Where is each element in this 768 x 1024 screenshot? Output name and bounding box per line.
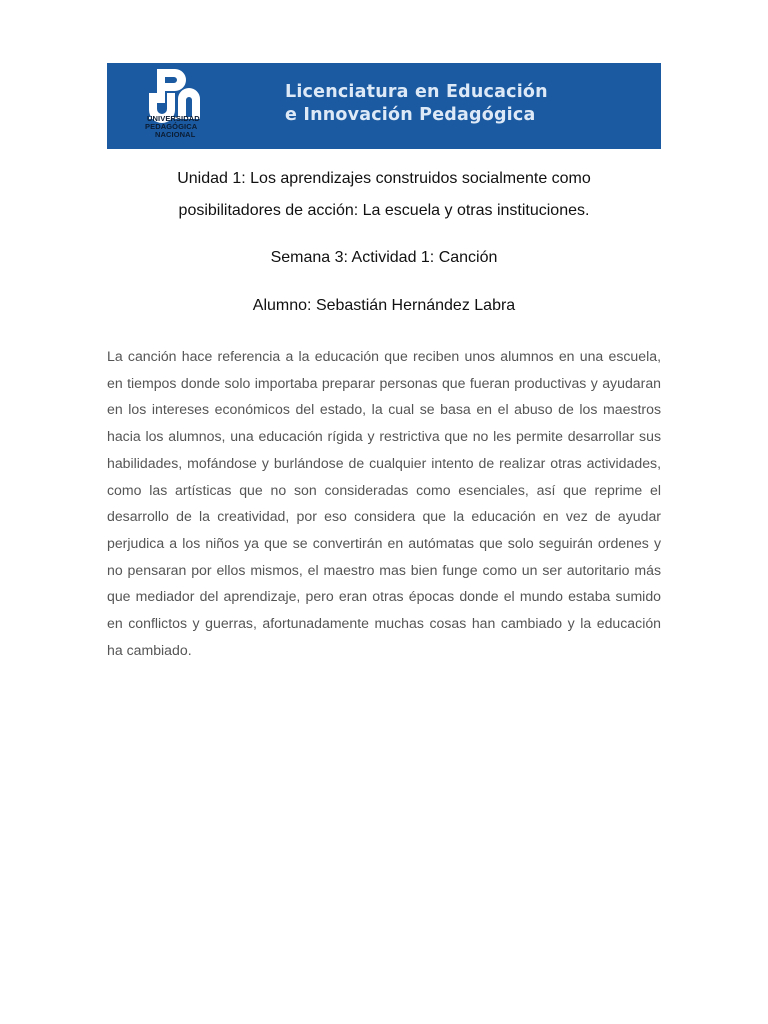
unit-heading-line-2: posibilitadores de acción: La escuela y otras instituciones.	[178, 202, 590, 219]
program-title-line-2: e Innovación Pedagógica	[285, 105, 536, 125]
unit-heading	[107, 163, 661, 227]
logo-line-1: UNIVERSIDAD	[147, 114, 200, 123]
student-heading: Alumno: Sebastián Hernández Labra	[252, 297, 516, 314]
header-banner	[107, 63, 661, 149]
logo-line-3: NACIONAL	[155, 130, 196, 139]
unit-heading-line-1: Unidad 1: Los aprendizajes construidos socialmente como	[177, 170, 591, 187]
logo-line-2: PEDAGÓGICA	[145, 122, 198, 131]
logo-caption	[147, 115, 200, 139]
body-paragraph: La canción hace referencia a la educación que reciben unos alumnos en una escuela, en tiempos donde solo importaba preparar personas que fueran productivas y ayudaran en los intereses económicos del estado, la cual se basa en el abuso de los maestros hacia los alumnos, una educación rígida y restrictiva que no les permite desarrollar sus habilidades, mofándose y burlándose de cualquier intento de realizar otras actividades, como las artísticas que no son consideradas como esenciales, así que reprime el desarrollo de la creatividad, por eso considera que la educación en vez de ayudar perjudica a los niños ya que se convertirán en autómatas que solo seguirán ordenes y no pensaran por ellos mismos, el maestro mas bien funge como un ser autoritario más que mediador del aprendizaje, pero eran otras épocas donde el mundo estaba sumido en conflictos y guerras, afortunadamente muchas cosas han cambiado y la educación ha cambiado.	[107, 348, 661, 658]
program-title-line-1: Licenciatura en Educación	[285, 82, 548, 102]
week-heading: Semana 3: Actividad 1: Canción	[270, 249, 498, 266]
program-title	[285, 81, 548, 127]
